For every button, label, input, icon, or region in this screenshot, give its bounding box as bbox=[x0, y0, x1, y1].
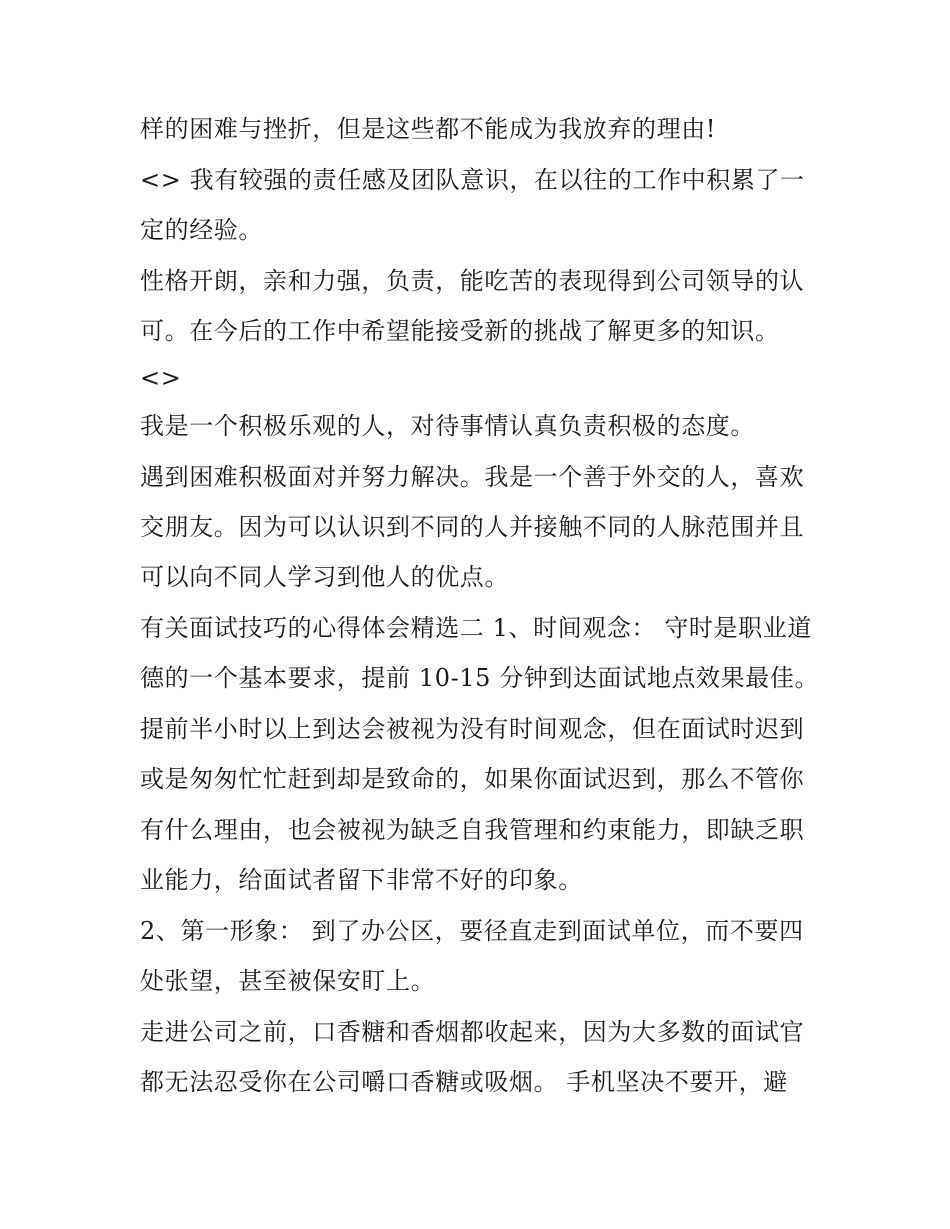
text-line: 德的一个基本要求，提前 10-15 分钟到达面试地点效果最佳。 bbox=[140, 664, 820, 692]
text-line: 或是匆匆忙忙赶到却是致命的，如果你面试迟到，那么不管你 bbox=[140, 765, 805, 793]
text-line: 有关面试技巧的心得体会精选二 1、时间观念： 守时是职业道 bbox=[140, 614, 812, 642]
text-line: 交朋友。因为可以认识到不同的人并接触不同的人脉范围并且 bbox=[140, 513, 805, 541]
text-line: 我是一个积极乐观的人，对待事情认真负责积极的态度。 bbox=[140, 412, 755, 440]
text-line: 性格开朗，亲和力强，负责，能吃苦的表现得到公司领导的认 bbox=[140, 267, 805, 295]
text-line: 业能力，给面试者留下非常不好的印象。 bbox=[140, 866, 583, 894]
text-line: 可。在今后的工作中希望能接受新的挑战了解更多的知识。 bbox=[140, 317, 780, 345]
text-line: 都无法忍受你在公司嚼口香糖或吸烟。 手机坚决不要开，避 bbox=[140, 1068, 788, 1096]
text-line: 提前半小时以上到达会被视为没有时间观念，但在面试时迟到 bbox=[140, 715, 805, 743]
text-line: 处张望，甚至被保安盯上。 bbox=[140, 967, 436, 995]
text-line: 样的困难与挫折，但是这些都不能成为我放弃的理由! bbox=[140, 115, 717, 143]
text-line: 有什么理由，也会被视为缺乏自我管理和约束能力，即缺乏职 bbox=[140, 816, 805, 844]
text-line: 可以向不同人学习到他人的优点。 bbox=[140, 563, 509, 591]
text-line: <> 我有较强的责任感及团队意识，在以往的工作中积累了一 bbox=[140, 166, 805, 194]
text-line: 走进公司之前，口香糖和香烟都收起来，因为大多数的面试官 bbox=[140, 1018, 805, 1046]
text-line: 2、第一形象： 到了办公区，要径直走到面试单位，而不要四 bbox=[140, 917, 804, 945]
text-line: 遇到困难积极面对并努力解决。我是一个善于外交的人，喜欢 bbox=[140, 463, 805, 491]
text-line: <> bbox=[140, 364, 182, 392]
text-line: 定的经验。 bbox=[140, 216, 263, 244]
